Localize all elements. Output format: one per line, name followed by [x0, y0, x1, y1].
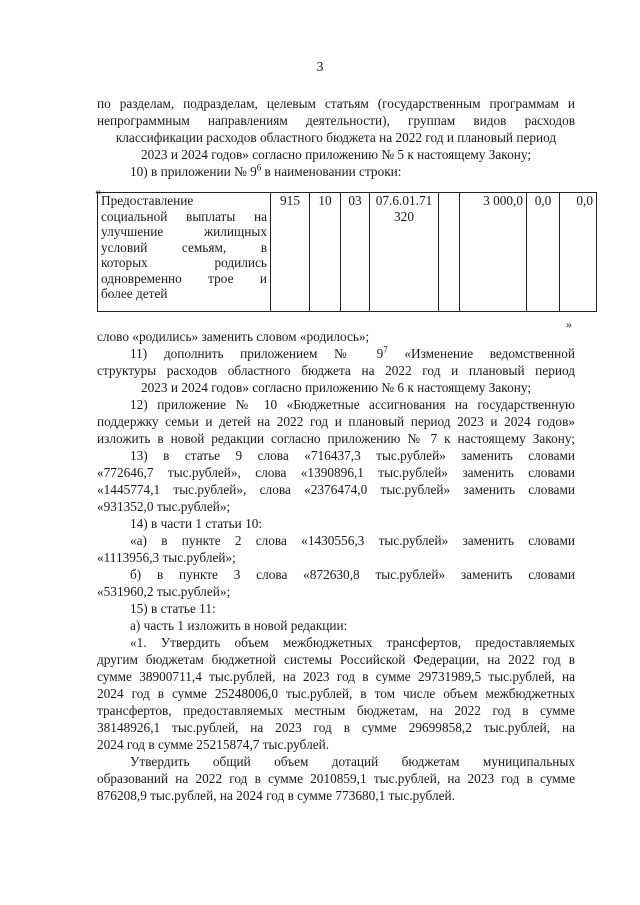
cell-subsection: 03 — [341, 193, 370, 312]
intro-line-2: непрограммным направлениям деятельности), группам видов расходов — [97, 113, 575, 128]
item-14b-line-2: «531960,2 тыс.рублей»; — [97, 584, 231, 599]
page-number: 3 — [316, 60, 324, 75]
cell-2024: 0,0 — [560, 193, 597, 312]
item-15: 15) в статье 11: — [130, 601, 216, 616]
cell-section: 10 — [310, 193, 341, 312]
cell-empty — [439, 193, 460, 312]
part1-line-6: 38148926,1 тыс.рублей, на 2023 год в сумме 29699858,2 тыс.рублей, на — [97, 720, 575, 735]
part2-line-3: 876208,9 тыс.рублей, на 2024 год в сумме 773680,1 тыс.рублей. — [97, 788, 455, 803]
cell-target: 07.6.01.71 320 — [370, 193, 439, 312]
intro-line-3: классификации расходов областного бюджета на 2022 год и плановый период — [115, 130, 557, 145]
item-11-line-3: 2023 и 2024 годов» согласно приложению № 6 к настоящему Закону; — [140, 380, 532, 395]
budget-row-table — [97, 192, 597, 312]
table-row — [98, 193, 597, 312]
item-13-line-2: «772646,7 тыс.рублей», слова «1390896,1 тыс.рублей» заменить словами — [97, 465, 575, 480]
part1-line-5: трансфертов, предоставляемых местным бюджетам, на 2022 год в сумме — [97, 703, 575, 718]
item-11-line-1: 11) дополнить приложением № $9^7$ «Изменение ведомственной — [130, 344, 576, 361]
cell-2022: 3 000,0 — [460, 193, 527, 312]
item-14a-line-1: «а) в пункте 2 слова «1430556,3 тыс.рублей» заменить словами — [130, 533, 575, 548]
row-name-line: Предоставление — [101, 193, 194, 208]
quote-open: « — [95, 184, 101, 198]
item-12-line-2: поддержку семьи и детей на 2022 год и плановый период 2023 и 2024 годов» — [97, 414, 575, 429]
quote-close: » — [566, 317, 572, 331]
after-table-text: слово «родились» заменить словом «родилось»; — [97, 329, 370, 344]
row-name-line: которых родились — [101, 255, 267, 270]
item-14b-line-1: б) в пункте 3 слова «872630,8 тыс.рублей» заменить словами — [130, 567, 575, 582]
item-14a-line-2: «1113956,3 тыс.рублей»; — [97, 550, 236, 565]
row-name-cell — [98, 193, 271, 312]
cell-2023: 0,0 — [527, 193, 560, 312]
intro-line-1: по разделам, подразделам, целевым статьям (государственным программам и — [97, 96, 575, 111]
row-name-line: более детей — [101, 286, 168, 301]
part1-line-7: 2024 год в сумме 25215874,7 тыс.рублей. — [97, 737, 330, 752]
item-13-line-4: «931352,0 тыс.рублей»; — [97, 499, 231, 514]
part2-line-1: Утвердить общий объем дотаций бюджетам муниципальных — [130, 754, 575, 769]
row-name-line: улучшение жилищных — [101, 224, 267, 239]
item-13-line-1: 13) в статье 9 слова «716437,3 тыс.рублей» заменить словами — [130, 448, 575, 463]
item-11-line-2: структуры расходов областного бюджета на 2022 год и плановый период — [97, 363, 575, 378]
item-12-line-3: изложить в новой редакции согласно приложению № 7 к настоящему Закону; — [97, 431, 575, 446]
intro-line-4: 2023 и 2024 годов» согласно приложению № 5 к настоящему Закону; — [140, 147, 532, 162]
item-15a: а) часть 1 изложить в новой редакции: — [130, 618, 348, 633]
part2-line-2: образований на 2022 год в сумме 2010859,1 тыс.рублей, на 2023 год в сумме — [97, 771, 575, 786]
item-14: 14) в части 1 статьи 10: — [130, 516, 263, 531]
item-13-line-3: «1445774,1 тыс.рублей», слова «2376474,0 тыс.рублей» заменить словами — [97, 482, 575, 497]
item-10: 10) в приложении № $9^6$ в наименовании строки: — [130, 162, 402, 179]
part1-line-3: сумме 38900711,4 тыс.рублей, на 2023 год в сумме 29731989,5 тыс.рублей, на — [97, 669, 575, 684]
cell-ministry: 915 — [271, 193, 310, 312]
row-name-line: условий семьям, в — [101, 239, 267, 255]
row-name-line: социальной выплаты на — [101, 208, 267, 224]
part1-line-2: другим бюджетам бюджетной системы Российской Федерации, на 2022 год в — [97, 652, 575, 667]
row-name-line: одновременно трое и — [101, 270, 267, 286]
item-12-line-1: 12) приложение № 10 «Бюджетные ассигнования на государственную — [130, 397, 575, 412]
part1-line-4: 2024 год в сумме 25248006,0 тыс.рублей, в том числе объем межбюджетных — [97, 686, 575, 701]
part1-line-1: «1. Утвердить объем межбюджетных трансфертов, предоставляемых — [130, 635, 575, 650]
